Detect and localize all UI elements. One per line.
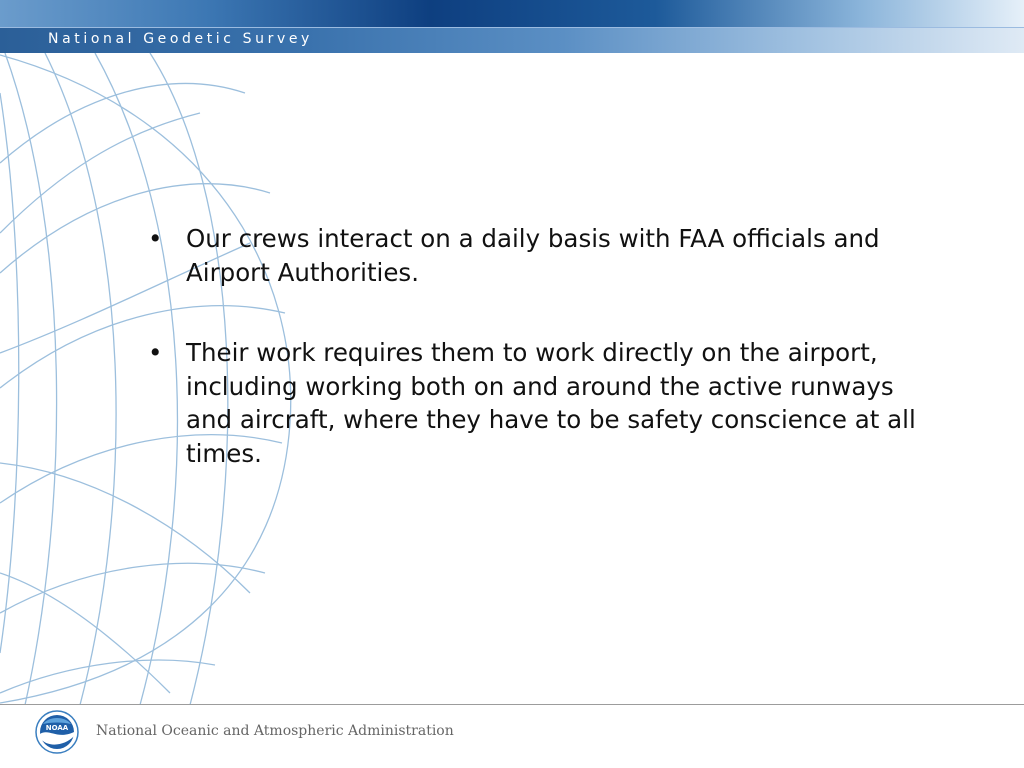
footer-agency-name: National Oceanic and Atmospheric Administration [96,723,454,739]
header-bar [0,0,1024,53]
noaa-logo-text: NOAA [45,724,69,732]
bullet-text: Their work requires them to work directly on the airport, including working both on and around the active runways and aircraft, where they have to be safety conscience at all times. [186,338,916,468]
bullet-marker: • [148,338,163,367]
globe-grid-line [0,573,170,693]
globe-parallel [0,563,265,613]
header-gradient-top [0,0,1024,27]
bullet-item [148,336,938,470]
footer-divider [0,704,1024,705]
bullet-list [148,222,938,470]
globe-meridian [0,93,19,653]
bullet-text: Our crews interact on a daily basis with FAA officials and Airport Authorities. [186,224,880,287]
globe-grid-line [0,113,200,233]
globe-parallel [0,660,215,693]
bullet-marker: • [148,224,163,253]
header-title: National Geodetic Survey [48,31,313,47]
slide-body [148,222,938,517]
noaa-logo-icon [35,710,79,754]
bullet-item [148,222,938,289]
globe-parallel [0,84,245,163]
